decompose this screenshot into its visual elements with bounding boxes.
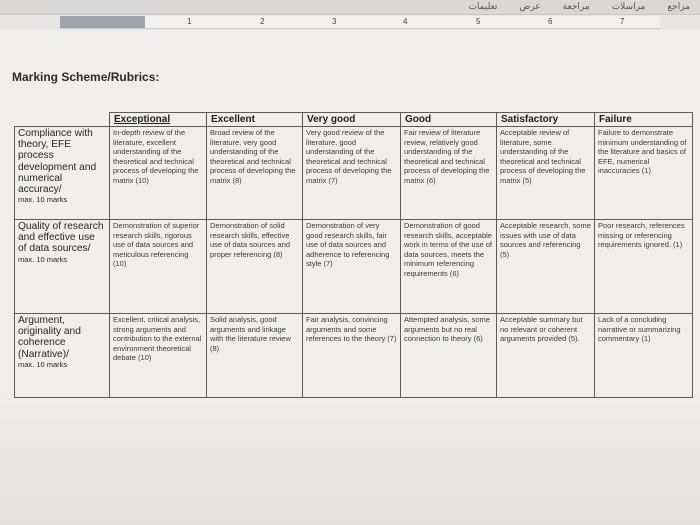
- ruler-number: 1: [187, 17, 192, 26]
- table-cell: Very good review of the literature, good understanding of the theoretical and technical process of developing the matrix (7): [303, 127, 401, 220]
- column-header: Satisfactory: [497, 113, 595, 127]
- table-row: [15, 220, 693, 314]
- column-header: Very good: [303, 113, 401, 127]
- toolbar-ribbon: [0, 0, 700, 15]
- ribbon-tab[interactable]: عرض: [519, 1, 541, 11]
- table-cell: Fair analysis, convincing arguments and some references to the theory (7): [303, 314, 401, 398]
- column-header: Failure: [595, 113, 693, 127]
- table-cell: Demonstration of good research skills, acceptable work in terms of the use of data sources, meets the minimum referencing requirements (6): [401, 220, 497, 314]
- table-row: [15, 127, 693, 220]
- table-cell: Fair review of literature review, relatively good understanding of the theoretical and technical process of developing the matrix (6): [401, 127, 497, 220]
- criterion-marks: max. 10 marks: [18, 254, 68, 264]
- ruler-number: 4: [403, 17, 408, 26]
- table-row: [15, 314, 693, 398]
- ruler-number: 7: [620, 17, 625, 26]
- ruler-margin: [60, 16, 145, 28]
- ribbon-tab[interactable]: مراجع: [667, 1, 690, 11]
- table-cell: Attempted analysis, some arguments but no real connection to theory (6): [401, 314, 497, 398]
- ruler-number: 5: [476, 17, 481, 26]
- criterion-label: Argument, originality and coherence (Narrative)/: [18, 315, 81, 360]
- criterion-marks: max. 10 marks: [18, 359, 68, 369]
- column-header: [110, 113, 207, 127]
- table-cell: In-depth review of the literature, excellent understanding of the theoretical and technical process of developing the matrix (10): [110, 127, 207, 220]
- rubric-table: [14, 112, 693, 398]
- ribbon-tabs: [468, 0, 690, 12]
- page-shadow: [0, 390, 700, 525]
- column-header: Good: [401, 113, 497, 127]
- table-cell: Solid analysis, good arguments and linkage with the literature review (8): [207, 314, 303, 398]
- document-title: Marking Scheme/Rubrics:: [12, 70, 160, 84]
- criterion-marks: max. 10 marks: [18, 195, 68, 205]
- table-cell: Excellent, critical analysis, strong arguments and contribution to the external environment theoretical debate (10): [110, 314, 207, 398]
- table-cell: Broad review of the literature, very good understanding of the theoretical and technical process of developing the matrix (8): [207, 127, 303, 220]
- column-header: Excellent: [207, 113, 303, 127]
- table-cell: Poor research, references missing or referencing requirements ignored. (1): [595, 220, 693, 314]
- ribbon-tab[interactable]: تعليمات: [468, 1, 498, 11]
- table-cell: Failure to demonstrate minimum understanding of the literature and basics of EFE, numerical inaccuracies (1): [595, 127, 693, 220]
- criterion-cell: [15, 127, 110, 220]
- ruler-number: 3: [332, 17, 337, 26]
- ruler-number: 6: [548, 17, 553, 26]
- column-header-label: Exceptional: [114, 114, 171, 125]
- table-cell: Acceptable research, some issues with use of data sources and referencing (5): [497, 220, 595, 314]
- table-cell: Acceptable summary but no relevant or coherent arguments provided (5).: [497, 314, 595, 398]
- table-cell: Demonstration of superior research skills, rigorous use of data sources and meticulous referencing (10): [110, 220, 207, 314]
- horizontal-ruler[interactable]: [60, 16, 660, 29]
- ruler-number: 2: [260, 17, 265, 26]
- criterion-cell: [15, 314, 110, 398]
- criterion-label: Quality of research and effective use of data sources/: [18, 221, 104, 255]
- ribbon-tab[interactable]: مراسلات: [611, 1, 646, 11]
- table-cell: Acceptable review of literature, some understanding of the theoretical and technical process of developing the matrix (5): [497, 127, 595, 220]
- column-header: [15, 113, 110, 127]
- table-cell: Lack of a concluding narrative or summarizing commentary (1): [595, 314, 693, 398]
- table-cell: Demonstration of solid research skills, effective use of data sources and proper referencing (8): [207, 220, 303, 314]
- criterion-label: Compliance with theory, EFE process development and numerical accuracy/: [18, 128, 97, 196]
- criterion-cell: [15, 220, 110, 314]
- table-header-row: [15, 113, 693, 127]
- table-cell: Demonstration of very good research skills, fair use of data sources and adherence to referencing style (7): [303, 220, 401, 314]
- ribbon-tab[interactable]: مراجعة: [562, 1, 590, 11]
- document-page[interactable]: [0, 30, 700, 525]
